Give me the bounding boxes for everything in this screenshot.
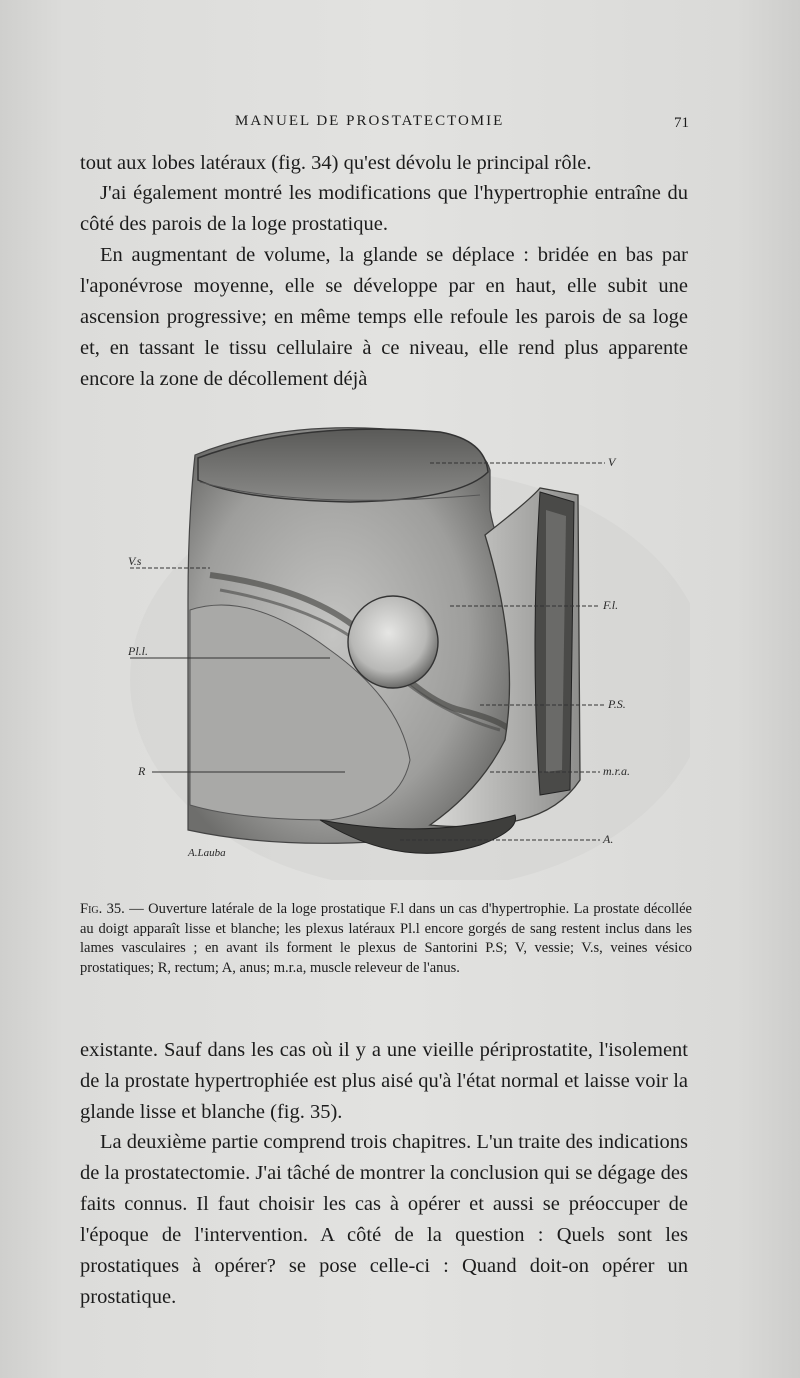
running-title: MANUEL DE PROSTATECTOMIE [235, 113, 505, 129]
caption-text: — Ouverture latérale de la loge prostatique F.l dans un cas d'hypertrophie. La prostate décollée au doigt apparaît lisse et blanche; les plexus latéraux Pl.l encore gorgés de sang restent inclus dans les lames vasculaires ; en avant ils forment le plexus de Santorini P.S; V, vessie; V.s, veines vésico prostatiques; R, rectum; A, anus; m.r.a, muscle releveur de l'anus. [80, 901, 692, 976]
label-mra: m.r.a. [603, 764, 631, 778]
label-pll: Pl.l. [128, 644, 148, 658]
label-ps: P.S. [608, 697, 626, 711]
label-v: V [608, 455, 616, 469]
paragraph-5: La deuxième partie comprend trois chapitres. L'un traite des indications de la prostatectomie. J'ai tâché de montrer la conclusion qui se dégage des faits connus. Il faut choisir les cas à opérer et aussi se préoccuper de l'époque de l'intervention. A côté de la question : Quels sont les prostatiques à opérer? se pose celle-ci : Quand doit-on opérer un prostatique. [80, 1131, 688, 1308]
figure-caption [80, 900, 692, 978]
paragraph-1: tout aux lobes latéraux (fig. 34) qu'est dévolu le principal rôle. [80, 152, 592, 174]
label-vs: V.s [128, 554, 142, 568]
paragraph-2: J'ai également montré les modifications que l'hypertrophie entraîne du côté des parois de la loge prostatique. [80, 182, 688, 235]
anatomical-figure [100, 400, 690, 880]
caption-fig-number: Fig. 35. [80, 901, 125, 917]
label-fl: F.l. [603, 598, 619, 612]
artist-signature: A.Lauba [188, 847, 226, 859]
page-header [80, 113, 695, 135]
paragraph-3: En augmentant de volume, la glande se déplace : bridée en bas par l'aponévrose moyenne, elle se développe par en haut, elle subit une ascension progressive; en même temps elle refoule les parois de sa loge et, en tassant le tissu cellulaire à ce niveau, elle rend plus apparente encore la zone de décollement déjà [80, 244, 688, 390]
paragraph-4: existante. Sauf dans les cas où il y a une vieille périprostatite, l'isolement de la prostate hypertrophiée est plus aisé qu'à l'état normal et laisse voir la glande lisse et blanche (fig. 35). [80, 1039, 688, 1123]
label-r: R [138, 764, 146, 778]
figure-illustration [100, 400, 690, 880]
label-a: A. [603, 832, 614, 846]
page-number: 71 [674, 115, 689, 131]
